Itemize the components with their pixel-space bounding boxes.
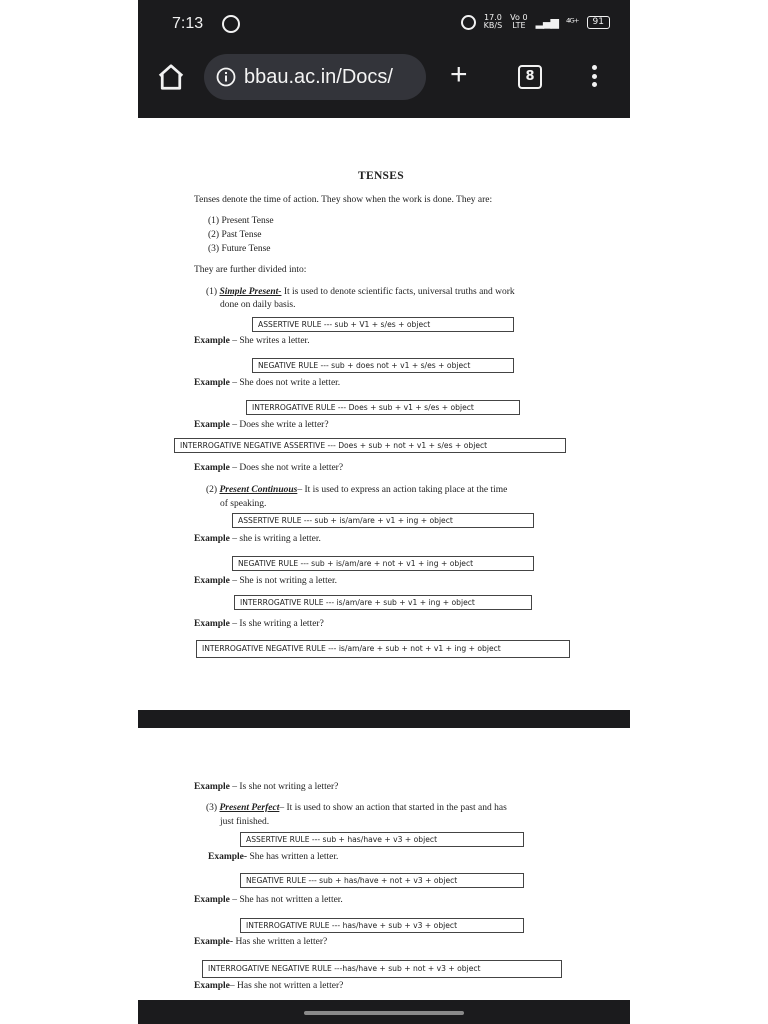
simple-present-heading (206, 287, 515, 297)
example-text: – She is not writing a letter. (229, 576, 338, 586)
volte-bottom: LTE (512, 21, 526, 30)
section-number: (3) (206, 803, 220, 813)
example-line (194, 981, 343, 991)
volte-top: Vo 0 (510, 13, 528, 22)
tab-switcher-button[interactable]: 8 (518, 65, 542, 89)
more-menu-icon[interactable] (590, 65, 598, 91)
rule-box: INTERROGATIVE RULE --- has/have + sub + v3 + object (240, 918, 524, 933)
example-text: – She has not written a letter. (229, 895, 343, 905)
phone-screen (138, 0, 630, 1024)
signal-icon: ▂▄▆ (535, 15, 558, 29)
rule-box: ASSERTIVE RULE --- sub + is/am/are + v1 + ing + object (232, 513, 534, 528)
example-line (194, 378, 340, 388)
new-tab-icon[interactable]: + (450, 58, 468, 91)
example-text: She has written a letter. (247, 852, 339, 862)
example-label: Example (194, 782, 230, 792)
example-line (194, 937, 327, 947)
example-label: Example (194, 463, 230, 473)
example-label: Example (194, 534, 230, 544)
example-label: Example (194, 895, 230, 905)
example-line (208, 852, 338, 862)
example-label: Example (194, 378, 230, 388)
example-line (194, 420, 329, 430)
example-label: Example (194, 336, 230, 346)
rule-box: INTERROGATIVE NEGATIVE RULE ---has/have + sub + not + v3 + object (202, 960, 562, 978)
example-line (194, 619, 324, 629)
browser-toolbar (138, 48, 630, 116)
example-label: Example (194, 619, 230, 629)
whatsapp-icon (222, 15, 240, 33)
home-icon[interactable] (156, 62, 186, 92)
section-title: Simple Present- (219, 287, 282, 297)
section-number: (2) (206, 485, 220, 495)
example-label: Example- (194, 937, 234, 947)
info-icon[interactable] (216, 67, 236, 87)
example-text: – Is she not writing a letter? (229, 782, 339, 792)
example-text: – she is writing a letter. (229, 534, 321, 544)
status-time: 7:13 (172, 15, 204, 32)
example-text: – Is she writing a letter? (229, 619, 324, 629)
alarm-icon (461, 15, 476, 30)
example-line (194, 782, 338, 792)
example-text: – Has she not written a letter? (229, 981, 344, 991)
status-indicators (461, 14, 610, 30)
rule-box: ASSERTIVE RULE --- sub + has/have + v3 + object (240, 832, 524, 847)
example-label: Example (194, 576, 230, 586)
toolbar-divider (138, 116, 630, 118)
example-text: – She writes a letter. (229, 336, 310, 346)
page-break (138, 710, 630, 728)
gesture-handle[interactable] (304, 1011, 464, 1015)
divided-text: They are further divided into: (194, 265, 307, 275)
intro-text: Tenses denote the time of action. They show when the work is done. They are: (194, 195, 493, 205)
example-text: – Does she not write a letter? (229, 463, 344, 473)
example-label: Example- (208, 852, 248, 862)
rule-box: ASSERTIVE RULE --- sub + V1 + s/es + object (252, 317, 514, 332)
list-item: (2) Past Tense (208, 230, 262, 240)
rule-box: INTERROGATIVE NEGATIVE ASSERTIVE --- Does + sub + not + v1 + s/es + object (174, 438, 566, 453)
rule-box: INTERROGATIVE NEGATIVE RULE --- is/am/are + sub + not + v1 + ing + object (196, 640, 570, 658)
example-text: – Does she write a letter? (229, 420, 329, 430)
example-label: Example (194, 981, 230, 991)
status-bar (138, 0, 630, 48)
rule-box: INTERROGATIVE RULE --- is/am/are + sub + v1 + ing + object (234, 595, 532, 610)
section-title: Present Perfect (219, 803, 280, 813)
section-text-line2: done on daily basis. (220, 300, 296, 310)
network-speed (484, 14, 503, 30)
section-text: – It is used to express an action taking place at the time (297, 485, 508, 495)
present-perfect-heading (206, 803, 507, 813)
example-line (194, 534, 321, 544)
section-title: Present Continuous (219, 485, 298, 495)
list-item: (3) Future Tense (208, 244, 271, 254)
example-line (194, 336, 310, 346)
example-line (194, 463, 343, 473)
rule-box: INTERROGATIVE RULE --- Does + sub + v1 + s/es + object (246, 400, 520, 415)
network-type: ⁴ᴳ⁺ (565, 15, 579, 29)
rule-box: NEGATIVE RULE --- sub + does not + v1 + s/es + object (252, 358, 514, 373)
example-line (194, 576, 337, 586)
speed-unit: KB/S (483, 21, 503, 30)
example-text: – She does not write a letter. (229, 378, 341, 388)
rule-box: NEGATIVE RULE --- sub + has/have + not + v3 + object (240, 873, 524, 888)
example-line (194, 895, 343, 905)
section-text-line2: of speaking. (220, 499, 267, 509)
battery-icon: 91 (587, 16, 610, 29)
section-text-line2: just finished. (220, 817, 270, 827)
url-text[interactable]: bbau.ac.in/Docs/ (244, 65, 393, 88)
example-label: Example (194, 420, 230, 430)
doc-title: TENSES (358, 170, 404, 182)
section-number: (1) (206, 287, 220, 297)
section-text: It is used to denote scientific facts, universal truths and work (281, 287, 515, 297)
speed-value: 17.0 (484, 13, 502, 22)
present-continuous-heading (206, 485, 507, 495)
address-bar[interactable] (204, 54, 426, 100)
volte-indicator (510, 14, 527, 30)
example-text: Has she written a letter? (233, 937, 328, 947)
section-text: – It is used to show an action that started in the past and has (279, 803, 507, 813)
list-item: (1) Present Tense (208, 216, 274, 226)
rule-box: NEGATIVE RULE --- sub + is/am/are + not + v1 + ing + object (232, 556, 534, 571)
